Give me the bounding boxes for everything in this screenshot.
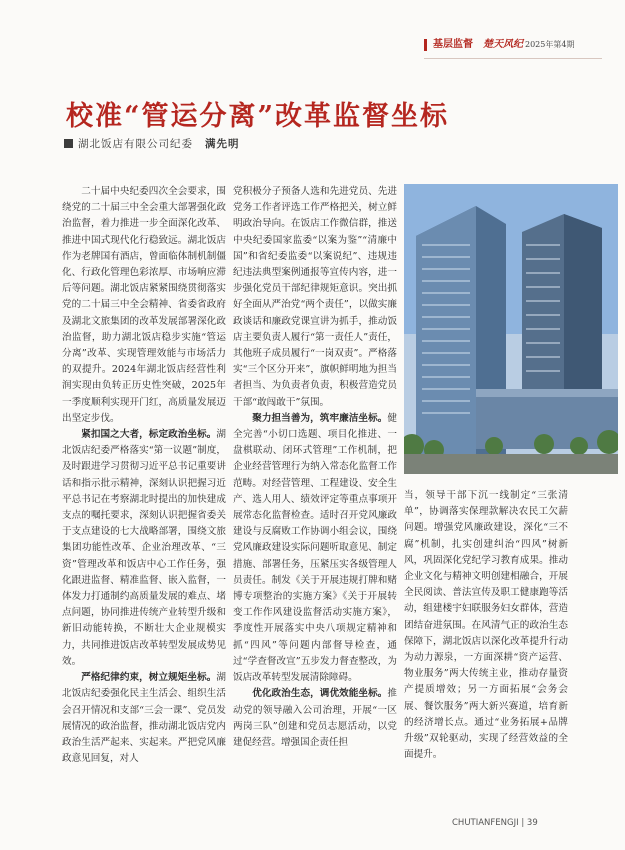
paragraph: [404, 488, 568, 763]
byline-square-icon: [64, 139, 73, 148]
text-column-3: [404, 488, 568, 763]
byline: [64, 136, 240, 151]
magazine-logo: 楚天风纪: [483, 39, 523, 50]
building-illustration: [404, 184, 618, 474]
page-number: 39: [526, 818, 538, 828]
text-column-1: [62, 184, 226, 767]
paragraph-text: 健全完善“小切口选题、项目化推进、一盘棋联动、闭环式管理”工作机制，把企业经营管理行为纳入常态化监督工作范畴。对经营管理、工程建设、安全生产、选人用人、绩效评定等重点事项开展常态化监督检查。适时召开党风廉政建设与反腐败工作协调小组会议，围绕党风廉政建设实际问题听取意见、制定措施、部署任务，压紧压实各级管理人员责任。制发《关于开展违规打牌和赌博专项整治的实施方案》《关于开展转变工作作风建设监督活动实施方案》，季度性开展落实中央八项规定精神和抓“四风”等问题内部督导检查，通过“学查督改宣”五步发力督查整改，为饭店改革转型发展清除障碍。: [233, 412, 397, 684]
paragraph-lead: 聚力担当善为，筑牢廉洁坐标。: [252, 412, 388, 424]
paragraph: [62, 184, 226, 427]
building-photo: [404, 184, 618, 474]
issue-label: 2025年第4期: [525, 40, 575, 49]
paragraph-text: 推动党的领导融入公司治理，开展“一区两岗三队”创建和党员志愿活动，以党建促经营。增强国企责任担: [233, 688, 397, 748]
paragraph-lead: 紧扣国之大者，标定政治坐标。: [81, 429, 217, 441]
text-column-2: [233, 184, 397, 751]
author-org: 湖北饭店有限公司纪委: [78, 138, 193, 150]
paragraph-text: 湖北饭店纪委严格落实“第一议题”制度，及时跟进学习贯彻习近平总书记重要讲话和指示批示精神，深刻认识把握习近平总书记在考察湖北时提出的加快建成支点的嘱托要求，深刻认识把握省委关于支点建设的七大战略部署，围绕文旅集团功能性改革、企业治理改革、“三资”管理改革和饭店中心工作任务，强化跟进监督、精准监督、嵌入监督，一体发力打通制约高质量发展的难点、堵点问题，协同推进传统产业转型升级和新旧动能转换，不断壮大企业规模实力，共同推进饭店改革转型发展成势见效。: [62, 429, 226, 667]
paragraph-lead: 优化政治生态，调优效能坐标。: [252, 688, 388, 700]
paragraph: [233, 184, 397, 411]
section-label: 基层监督: [433, 39, 473, 50]
footer-magazine: CHUTIANFENGJI: [452, 818, 519, 828]
paragraph-text: 二十届中央纪委四次全会要求，围绕党的二十届三中全会重大部署强化政治监督，着力推进一步全面深化改革、推进中国式现代化行稳致远。湖北饭店作为老牌国有酒店，曾面临体制机制僵化、行政化管理色彩浓厚、市场响应滞后等问题。湖北饭店紧紧围绕贯彻落实党的二十届三中全会精神、省委省政府及湖北文旅集团的改革发展部署深化政治监督，助力湖北饭店稳步实施“管运分离”改革、实现管理效能与市场活力的双提升。2024年湖北饭店经营性利润实现由负转正历史性突破，2025年一季度顺利实现开门红，高质量发展迈出坚定步伐。: [62, 186, 226, 424]
paragraph: [233, 411, 397, 686]
paragraph-text: 湖北饭店纪委强化民主生活会、组织生活会召开情况和支部“三会一课”、党员发展情况的政治监督，推动湖北饭店党内政治生活严起来、实起来。严把党风廉政意见回复，对人: [62, 672, 226, 765]
paragraph: [62, 670, 226, 767]
paragraph-text: 当，领导干部下沉一线制定“三张清单”，协调落实保理款解决农民工欠薪问题。增强党风廉政建设，深化“三不腐”机制，扎实创建纠治“四风”树新风，巩固深化党纪学习教育成果。推动企业文化与精神文明创建相融合，开展全民阅读、普法宣传及职工健康跑等活动，组建楼宇妇联服务妇女群体，营造团结奋进氛围。在风清气正的政治生态保障下，湖北饭店以深化改革提升行动为动力源泉，一方面深耕“资产运营、物业服务”两大传统主业，推动存量资产提质增效；另一方面拓展“会务会展、餐饮服务”两大新兴赛道，培育新的经济增长点。通过“业务拓展+品牌升级”双轮驱动，实现了经营效益的全面提升。: [404, 490, 568, 761]
header-divider: [424, 58, 602, 59]
paragraph: [233, 686, 397, 751]
author-name: 满先明: [205, 138, 240, 150]
footer-separator: |: [521, 818, 527, 828]
paragraph-lead: 严格纪律约束，树立规矩坐标。: [81, 672, 217, 684]
header-accent-bar: [424, 39, 427, 51]
page-footer: [452, 818, 622, 828]
paragraph-text: 党积极分子预备人选和先进党员、先进党务工作者评选工作严格把关，树立鲜明政治导向。在饭店工作微信群，推送中央纪委国家监委“以案为鉴”“清廉中国”和省纪委监委“以案说纪”、违规违纪违法典型案例通报等宣传内容，进一步强化党员干部纪律规矩意识。突出抓好全面从严治党“两个责任”，以做实廉政谈话和廉政党课宣讲为抓手，推动饭店主要负责人履行“第一责任人”责任，其他班子成员履行“一岗双责”。严格落实“三个区分开来”，旗帜鲜明地为担当者担当、为负责者负责，积极营造党员干部“敢闯敢干”氛围。: [233, 186, 397, 408]
paragraph: [62, 427, 226, 670]
article-title: 校准“管运分离”改革监督坐标: [66, 101, 450, 132]
page-header: [424, 36, 602, 54]
